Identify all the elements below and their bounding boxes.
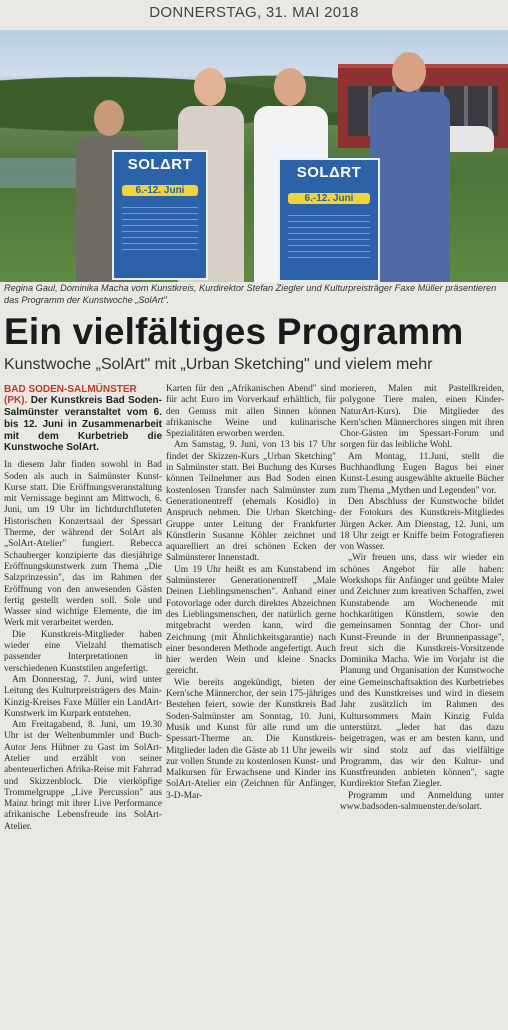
paragraph: „Wir freuen uns, dass wir wieder ein schönes Angebot für alle haben: Workshops für Anfänger und geübte Maler und Zeichner zum kreativen Schaffen, zwei Kunstabende am Wochenende mit hochkarätigen Künstlern, sowie den gemeinsamen Sonntag der Chor- und Kunst-Freunde in der Brunnenpassage", freut sich die Kunstkreis-Vorsitzende Dominika Macha. Wie im Vorjahr ist die Planung und Organisation der Kunstwoche eine Gemeinschaftsaktion des Kurbetriebes und des Kunstkreises und wird in diesem Jahr zusätzlich im Rahmen des Kultursommers Main Kinzig Fulda unterstützt. „Jeder hat das dazu beigetragen, was er am besten kann, und wir sind stolz auf das vielfältige Programm, das wir den Kultur- und Kunstfreunden anbieten können", sagte Kurdirektor Stefan Ziegler. xyxy=(340,553,504,790)
headline: Ein vielfältiges Programm xyxy=(4,311,464,352)
paragraph: Um 19 Uhr heißt es am Kunstabend im Salmünsterer Generationentreff „Male Deinen Lieblingsmenschen". Anhand einer Fotovorlage oder durch direktes Abzeichnen des Lieblingsmenschen, der natürlich gerne mitgebracht werden kann, wird die Zeichnung (mit Ähnlichkeitsgarantie) nach einer besonderen Methode angefertigt. Auch hier werden Wein und kleine Snacks gereicht. xyxy=(166,564,336,677)
paragraph: Die Kunstkreis-Mitglieder haben wieder eine Vielzahl thematisch passender Interpretationen in verschiedenen Kunststilen angefertigt. xyxy=(4,629,162,674)
person-head xyxy=(392,52,426,92)
paragraph: Programm und Anmeldung unter www.badsoden-salmuenster.de/solart. xyxy=(340,790,504,812)
paragraph: Am Samstag, 9. Juni, von 13 bis 17 Uhr findet der Skizzen-Kurs „Urban Sketching" in Salmünster statt. Bei Buchung des Kurses können Teilnehmer aus Bad Soden einen kostenlosen Transfer nach Salmünster zum Generationentreff (ehemals Kosidlo) in Anspruch nehmen. Die Urban Sketching-Gruppe unter Leitung der Frankfurter Künstlerin Susanne Köhler zeichnet und aquarelliert an drei schönen Ecken der Salmünsterer Innenstadt. xyxy=(166,440,336,564)
paragraph: Am Donnerstag, 7. Juni, wird unter Leitung des Kulturpreisträgers des Main-Kinzig-Kreises Faxe Müller ein LandArt-Kunstwerk im Kurpark entstehen. xyxy=(4,674,162,719)
photo-caption: Regina Gaul, Dominika Macha vom Kunstkreis, Kurdirektor Stefan Ziegler und Kulturpreisträger Faxe Müller präsentieren das Programm der Kunstwoche „SolArt". xyxy=(4,283,497,305)
poster-text-lines xyxy=(122,202,198,250)
poster-title: SOLΔRT xyxy=(296,164,362,181)
person-head xyxy=(274,68,306,106)
paragraph: Wie bereits angekündigt, bieten der Kern'sche Männerchor, der sein 175-jähriges Bestehen feiert, sowie der Kunstkreis Bad Soden-Salmünster am Sonntag, 10. Juni, Musik und Kunst für alle rund um die Spessart-Therme an. Die Kunstkreis-Mitglieder laden die Gäste ab 11 Uhr jeweils zur vollen Stunde zu kostenlosen Kunst- und Malkursen für Erwachsene und Kinder ins SolArt-Atelier ein (Zeichnen für Anfänger, 3-D-Mar- xyxy=(166,677,336,801)
article-place: BAD SODEN-SALMÜNSTER xyxy=(4,384,137,395)
paragraph: Den Abschluss der Kunstwoche bildet der Fotokurs des Kunstkreis-Mitgliedes Jürgen Acker. Am Dienstag, 12. Juni, um 18 Uhr zeigt er Kniffe beim Fotografieren von Wasser. xyxy=(340,496,504,553)
article-photo xyxy=(0,30,508,282)
poster-text-lines xyxy=(288,210,370,258)
column-2 xyxy=(166,384,336,1024)
article-agency: (PK). xyxy=(4,395,28,407)
column-3 xyxy=(340,384,504,1024)
paragraph: Am Freitagabend, 8. Juni, um 19.30 Uhr ist der Weltenbummler und Buch-Autor Jens Hübner zu Gast im SolArt-Atelier und erzählt von seiner abenteuerlichen Afrika-Reise mit Fahrrad und Skizzenblock. Die vierköpfige Trommelgruppe „Live Percussion" aus Mainz bringt mit ihrer Live Performance afrikanische Lebensfreude ins SolArt-Atelier. xyxy=(4,720,162,832)
poster-dates: 6.-12. Juni xyxy=(288,193,370,204)
subheadline: Kunstwoche „SolArt" mit „Urban Sketching" und vielem mehr xyxy=(4,356,433,373)
person-body xyxy=(370,92,450,282)
article-body xyxy=(4,384,504,1024)
person-head xyxy=(94,100,124,136)
solart-poster-left xyxy=(112,150,208,280)
column-1 xyxy=(4,384,162,1024)
paragraph: In diesem Jahr finden sowohl in Bad Soden als auch in Salmünster Kunst-Kurse statt. Die Eröffnungsveranstaltung mit Vernissage beginnt am Mittwoch, 6. Juni, um 19 Uhr im lichtdurchfluteten Historischen Konzertsaal der Spessart Therme, der während der SolArt als „SolArt-Atelier" fungiert. Rebecca Schauberger konzipierte das diesjährige Eröffnungskunstwerk zum Thema „Die Salzprinzessin", das im Rahmen der Eröffnung von den anwesenden Gästen fertig gestellt werden soll. Sole und Wasser sind wichtige Elemente, die im Werk mit verarbeitet werden. xyxy=(4,460,162,629)
article-lead xyxy=(4,395,162,454)
paragraph: morieren, Malen mit Pastellkreiden, polygone Tiere malen, einen Kinder-NaturArt-Kurs). Die Mitglieder des Kern'schen Männerchores singen mit ihren Chor-Gästen im Spessart-Forum und sorgen für das leibliche Wohl. xyxy=(340,384,504,451)
paragraph: Karten für den „Afrikanischen Abend" sind für acht Euro im Vorverkauf erhältlich, für den Genuss mit allen Sinnen können afrikanische Weine und kulinarische Spezialitäten erworben werden. xyxy=(166,384,336,440)
paragraph: Am Montag, 11.Juni, stellt die Buchhandlung Eugen Bagus bei einer Kunst-Lesung ausgewählte aktuelle Bücher zum Thema „Mythen und Legenden" vor. xyxy=(340,451,504,496)
poster-dates: 6.-12. Juni xyxy=(122,185,198,196)
solart-poster-right xyxy=(278,158,380,282)
article-lead-text: Der Kunstkreis Bad Soden-Salmünster veranstaltet vom 6. bis 12. Juni in Zusammenarbeit mit dem Kurbetrieb die Kunstwoche SolArt. xyxy=(4,395,162,454)
person-head xyxy=(194,68,226,106)
poster-title: SOLΔRT xyxy=(127,156,193,173)
dateline: DONNERSTAG, 31. MAI 2018 xyxy=(149,4,359,21)
